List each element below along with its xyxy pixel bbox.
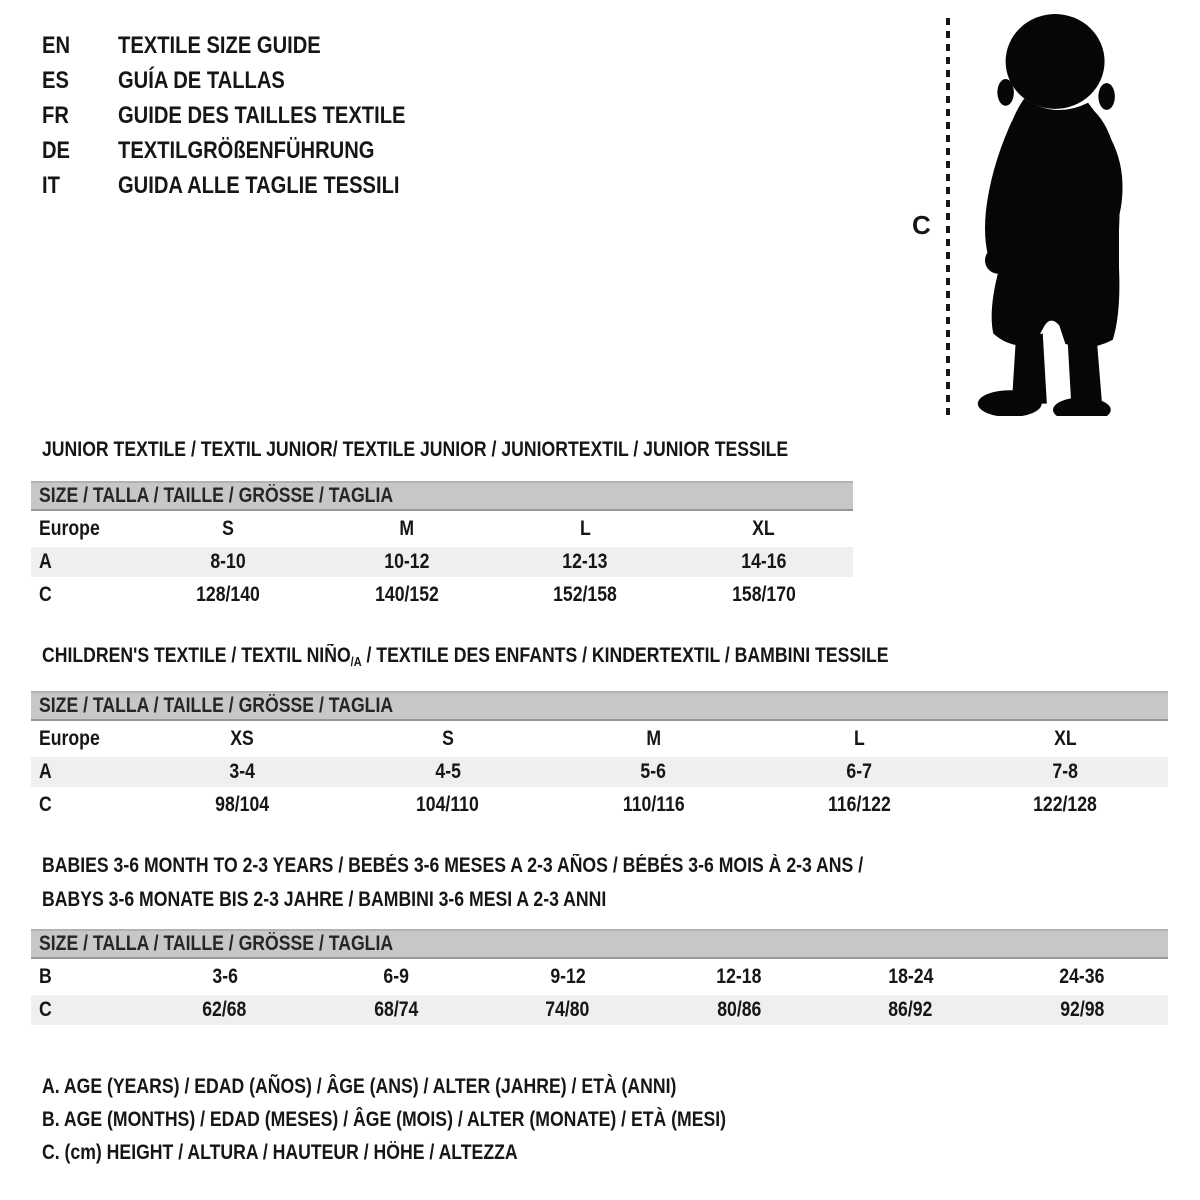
table-cell-value: M [646,727,661,750]
row-label [31,793,139,817]
table-cell-value: 8-10 [210,550,246,573]
table-cell-value: 24-36 [1059,965,1105,988]
row-label [31,998,139,1022]
table-cell-value: 18-24 [888,965,934,988]
table-cell [139,517,318,541]
table-cell-value: 122/128 [1033,793,1097,816]
language-row-fr [42,98,460,133]
size-header-band [31,481,853,511]
row-label [31,965,139,989]
table-cell [654,998,826,1022]
babies-title-line-2: BABYS 3-6 MONATE BIS 2-3 JAHRE / BAMBINI 3-6 MESI A 2-3 ANNI [42,888,607,911]
row-label-text: A [39,550,52,573]
table-cell-value: 10-12 [384,550,430,573]
table-cell-value: 110/116 [622,793,685,816]
children-title-post: / TEXTILE DES ENFANTS / KINDERTEXTIL / BAMBINI TESSILE [361,644,889,667]
table-cell [318,517,497,541]
table-row-a [31,757,1168,787]
table-cell-value: 6-7 [846,760,873,783]
table-cell [318,583,497,607]
language-row-de [42,133,460,168]
size-header-band [31,691,1168,721]
row-label [31,727,139,751]
table-cell-value: 74/80 [545,998,590,1021]
table-cell [962,793,1168,817]
table-cell-value: M [399,517,415,540]
table-cell-value: XL [1053,727,1077,750]
table-cell [311,998,483,1022]
language-code: DE [42,136,71,164]
table-cell [997,998,1169,1022]
guide-title-de: TEXTILGRÖßENFÜHRUNG [118,136,375,164]
guide-title-it: GUIDA ALLE TAGLIE TESSILI [118,171,400,199]
table-cell [139,583,318,607]
table-cell [756,760,962,784]
table-cell [675,550,854,574]
legend-age-years: A. AGE (YEARS) / EDAD (AÑOS) / ÂGE (ANS) / ALTER (JAHRE) / ETÀ (ANNI) [42,1074,677,1098]
legend-height-cm: C. (cm) HEIGHT / ALTURA / HAUTEUR / HÖHE / ALTEZZA [42,1140,518,1164]
babies-size-table [31,929,1168,1025]
table-cell [675,517,854,541]
table-cell [139,760,345,784]
table-cell-value: 12-13 [562,550,608,573]
table-cell-value: 3-6 [211,965,238,988]
table-cell [139,550,318,574]
table-cell-value: 104/110 [416,793,480,816]
table-cell [318,550,497,574]
table-cell [345,727,551,751]
table-cell-value: 86/92 [888,998,933,1021]
guide-title-en: TEXTILE SIZE GUIDE [118,31,321,59]
row-label [31,550,139,574]
table-row-c [31,577,853,613]
babies-section-title [42,849,1020,917]
height-measure-dotted-line [946,18,950,416]
row-label-text: Europe [39,727,100,750]
row-label-text: B [39,965,52,988]
language-code: EN [42,31,71,59]
table-cell-value: 4-5 [434,760,461,783]
language-code: IT [42,171,60,199]
table-cell-value: 62/68 [202,998,247,1021]
table-cell [496,583,675,607]
table-cell-value: 152/158 [553,583,618,606]
row-label [31,760,139,784]
table-cell [345,760,551,784]
babies-title-line-1: BABIES 3-6 MONTH TO 2-3 YEARS / BEBÉS 3-6 MESES A 2-3 AÑOS / BÉBÉS 3-6 MOIS À 2-3 ANS / [42,854,864,877]
table-cell [962,760,1168,784]
height-measure-label: C [912,210,931,240]
table-cell-value: 80/86 [717,998,762,1021]
table-cell-value: XS [230,727,254,750]
table-cell-value: 12-18 [716,965,762,988]
children-title-pre: CHILDREN'S TEXTILE / TEXTIL NIÑO [42,644,351,667]
table-cell-value: 5-6 [640,760,667,783]
language-title-list [42,28,460,203]
table-cell-value: S [222,517,235,540]
table-row-a [31,547,853,577]
table-cell-value: 98/104 [214,793,269,816]
table-cell-value: 9-12 [550,965,586,988]
table-cell-value: XL [752,517,776,540]
table-cell-value: 158/170 [731,583,796,606]
table-cell-value: S [441,727,454,750]
size-header-label: SIZE / TALLA / TAILLE / GRÖSSE / TAGLIA [39,484,394,507]
size-header-band [31,929,1168,959]
size-header-label: SIZE / TALLA / TAILLE / GRÖSSE / TAGLIA [39,694,394,717]
table-cell-value: L [579,517,591,540]
guide-title-fr: GUIDE DES TAILLES TEXTILE [118,101,406,129]
table-row-europe [31,721,1168,757]
guide-title-es: GUÍA DE TALLAS [118,66,285,94]
table-cell [654,965,826,989]
table-cell [496,550,675,574]
language-code: FR [42,101,69,129]
table-cell [756,727,962,751]
junior-section-title: JUNIOR TEXTILE / TEXTIL JUNIOR/ TEXTILE JUNIOR / JUNIORTEXTIL / JUNIOR TESSILE [42,438,789,461]
table-cell [139,793,345,817]
table-cell [311,965,483,989]
row-label-text: C [39,793,52,816]
children-size-table [31,691,1168,823]
table-cell-value: 14-16 [741,550,787,573]
table-cell [496,517,675,541]
table-cell [139,965,311,989]
table-cell-value: 6-9 [383,965,409,988]
language-code: ES [42,66,69,94]
table-cell [139,998,311,1022]
toddler-silhouette-icon [964,12,1140,416]
row-label [31,583,139,607]
row-label-text: Europe [39,517,100,540]
row-label-text: A [39,760,52,783]
children-section-title [42,643,1050,675]
size-header-label: SIZE / TALLA / TAILLE / GRÖSSE / TAGLIA [39,932,394,955]
measurement-legend [42,1070,856,1169]
table-cell [825,998,997,1022]
table-cell-value: 7-8 [1052,760,1078,783]
junior-size-table [31,481,853,613]
table-cell [551,727,757,751]
table-cell [756,793,962,817]
row-label-text: C [39,998,52,1021]
table-cell-value: 92/98 [1060,998,1105,1021]
table-cell [962,727,1168,751]
table-cell [551,793,757,817]
row-label [31,517,139,541]
table-cell [825,965,997,989]
table-cell [551,760,757,784]
language-row-es [42,63,460,98]
language-row-it [42,168,460,203]
language-row-en [42,28,460,63]
table-cell [997,965,1169,989]
legend-age-months: B. AGE (MONTHS) / EDAD (MESES) / ÂGE (MOIS) / ALTER (MONATE) / ETÀ (MESI) [42,1107,727,1131]
table-cell-value: L [853,727,865,750]
table-row-europe [31,511,853,547]
table-cell-value: 3-4 [229,760,255,783]
table-cell-value: 128/140 [196,583,261,606]
table-row-c [31,787,1168,823]
table-cell [345,793,551,817]
table-row-c [31,995,1168,1025]
row-label-text: C [39,583,52,606]
children-title-sub: /A [350,654,362,669]
table-cell-value: 116/122 [827,793,891,816]
table-cell [482,965,654,989]
table-cell-value: 140/152 [374,583,439,606]
table-cell [139,727,345,751]
table-cell-value: 68/74 [374,998,419,1021]
table-cell [675,583,854,607]
table-cell [482,998,654,1022]
table-row-b [31,959,1168,995]
